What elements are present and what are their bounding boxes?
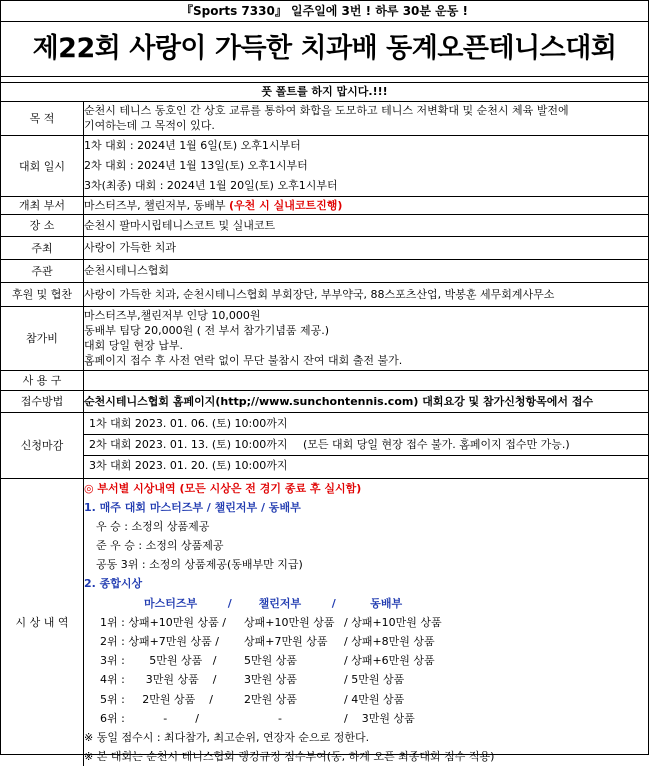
- prize-dongbae: / 상패+10만원 상품: [344, 615, 442, 629]
- prize-masters: 2위 : 상패+7만원 상품 /: [100, 635, 219, 648]
- value-fee: [84, 306, 649, 370]
- tiebreak-note: ※ 동일 점수시 : 최다참가, 최고순위, 연장자 순으로 정한다.: [84, 730, 370, 744]
- value-schedule: [84, 135, 649, 196]
- value-apply-method: 순천시테니스협회 홈페이지(http;//www.sunchontennis.com) 대회요강 및 참가신청항목에서 접수: [84, 390, 649, 412]
- prize-section-overall: 2. 종합시상: [84, 577, 143, 591]
- row-sponsor: [1, 282, 648, 306]
- row-purpose: [1, 102, 648, 135]
- fee-line: 마스터즈부,챌린저부 인당 10,000원: [84, 309, 261, 322]
- row-venue: [1, 214, 648, 236]
- overall-prize-row: [84, 670, 648, 689]
- purpose-line: 순천시 테니스 동호인 간 상호 교류를 통하여 화합을 도모하고 테니스 저변확대 및 순천시 체육 발전에: [84, 104, 569, 118]
- deadline-note: (모든 대회 당일 현장 접수 불가. 홈페이지 접수만 가능.): [303, 438, 570, 451]
- prize-challenger: 5만원 상품: [244, 654, 297, 668]
- prize-challenger: 2만원 상품: [244, 692, 297, 706]
- deadline-text: 1차 대회 2023. 01. 06. (토) 10:00까지: [89, 417, 288, 430]
- deadline-text: 2차 대회 2023. 01. 13. (토) 10:00까지: [89, 438, 288, 451]
- label-organizer: 주관: [1, 259, 84, 282]
- row-host: [1, 236, 648, 259]
- value-organizer: 순천시테니스협회: [84, 259, 649, 282]
- weekly-prize-item: 준 우 승 : 소정의 상품제공: [96, 539, 224, 553]
- label-deadline: 신청마감: [1, 412, 84, 478]
- row-prizes: [1, 478, 648, 766]
- label-schedule: 대회 일시: [1, 135, 84, 196]
- rain-note: (우천 시 실내코트진행): [229, 198, 343, 212]
- row-deadline: [1, 412, 648, 478]
- label-purpose: 목 적: [1, 102, 84, 135]
- slogan-banner: 『Sports 7330』 일주일에 3번 ! 하루 30분 운동 !: [1, 1, 648, 22]
- prize-challenger: 상패+10만원 상품: [244, 615, 335, 629]
- schedule-item: 2차 대회 : 2024년 1월 13일(토) 오후1시부터: [84, 158, 308, 172]
- division-header: 마스터즈부 / 챌린저부 / 동배부: [144, 596, 403, 610]
- value-divisions: [84, 196, 649, 214]
- schedule-item: 3차(최종) 대회 : 2024년 1월 20일(토) 오후1시부터: [84, 178, 338, 192]
- prize-dongbae: / 5만원 상품: [344, 673, 405, 687]
- overall-prize-row: [84, 632, 648, 651]
- prize-masters: 3위 : 5만원 상품 /: [100, 654, 217, 668]
- value-sponsor: 사랑이 가득한 치과, 순천시테니스협회 부회장단, 부부약국, 88스포츠산업, 박봉훈 세무회계사무소: [84, 282, 649, 306]
- prize-dongbae: / 4만원 상품: [344, 692, 405, 706]
- foot-fault-notice: 풋 폴트를 하지 맙시다.!!!: [1, 83, 648, 102]
- page-title: 제22회 사랑이 가득한 치과배 동계오픈테니스대회: [1, 22, 648, 77]
- prize-masters: 5위 : 2만원 상품 /: [100, 692, 214, 706]
- row-organizer: [1, 259, 648, 282]
- label-ball: 사 용 구: [1, 370, 84, 390]
- overall-prize-row: [84, 613, 648, 632]
- label-host: 주최: [1, 236, 84, 259]
- prize-dongbae: / 상패+6만원 상품: [344, 654, 435, 668]
- prize-dongbae: / 3만원 상품: [344, 711, 415, 725]
- prize-challenger: -: [278, 711, 282, 725]
- deadline-item: [84, 435, 648, 456]
- prize-section-weekly: 1. 매주 대회 마스터즈부 / 챌린저부 / 동배부: [84, 500, 301, 514]
- deadline-item: [84, 414, 648, 435]
- row-ball: [1, 370, 648, 390]
- value-ball: [84, 370, 649, 390]
- value-host: 사랑이 가득한 치과: [84, 236, 649, 259]
- value-purpose: [84, 102, 649, 135]
- overall-prize-row: [84, 690, 648, 709]
- purpose-line: 기여하는데 그 목적이 있다.: [84, 119, 215, 133]
- value-deadline: [84, 412, 649, 478]
- prize-dongbae: / 상패+8만원 상품: [344, 635, 435, 648]
- label-venue: 장 소: [1, 214, 84, 236]
- label-fee: 참가비: [1, 306, 84, 370]
- deadline-item: [84, 456, 648, 476]
- info-table: [1, 102, 648, 766]
- label-prizes: 시 상 내 역: [1, 478, 84, 766]
- overall-prize-row: [84, 709, 648, 728]
- fee-line: 동배부 팀당 20,000원 ( 전 부서 참가기념품 제공.): [84, 324, 330, 337]
- prize-masters: 4위 : 3만원 상품 /: [100, 673, 217, 687]
- prize-challenger: 상패+7만원 상품: [244, 635, 328, 648]
- schedule-item: 1차 대회 : 2024년 1월 6일(토) 오후1시부터: [84, 138, 301, 152]
- value-venue: 순천시 팔마시립테니스코트 및 실내코트: [84, 214, 649, 236]
- prize-heading: ◎ 부서별 시상내역 (모든 시상은 전 경기 종료 후 실시함): [84, 481, 362, 495]
- divisions-text: 마스터즈부, 챌린저부, 동배부: [84, 198, 226, 212]
- value-prizes: [84, 478, 649, 766]
- label-divisions: 개최 부서: [1, 196, 84, 214]
- prize-masters: 1위 : 상패+10만원 상품 /: [100, 615, 226, 629]
- label-apply-method: 접수방법: [1, 390, 84, 412]
- ranking-note: ※ 본 대회는 순천시 테니스협회 랭킹규정 점수부여(동, 하계 오픈 최종대회 점수 적용): [84, 750, 495, 764]
- prize-masters: 6위 : - /: [100, 711, 199, 725]
- fee-line: 홈페이지 접수 후 사전 연락 없이 무단 불참시 잔여 대회 출전 불가.: [84, 354, 403, 367]
- row-schedule: [1, 135, 648, 196]
- weekly-prize-item: 공동 3위 : 소정의 상품제공(동배부만 지급): [96, 558, 303, 572]
- label-sponsor: 후원 및 협찬: [1, 282, 84, 306]
- weekly-prize-item: 우 승 : 소정의 상품제공: [96, 519, 210, 533]
- fee-line: 대회 당일 현장 납부.: [84, 339, 183, 352]
- overall-prize-row: [84, 651, 648, 670]
- prize-challenger: 3만원 상품: [244, 673, 297, 687]
- row-divisions: [1, 196, 648, 214]
- row-fee: [1, 306, 648, 370]
- row-apply-method: [1, 390, 648, 412]
- deadline-text: 3차 대회 2023. 01. 20. (토) 10:00까지: [89, 459, 288, 472]
